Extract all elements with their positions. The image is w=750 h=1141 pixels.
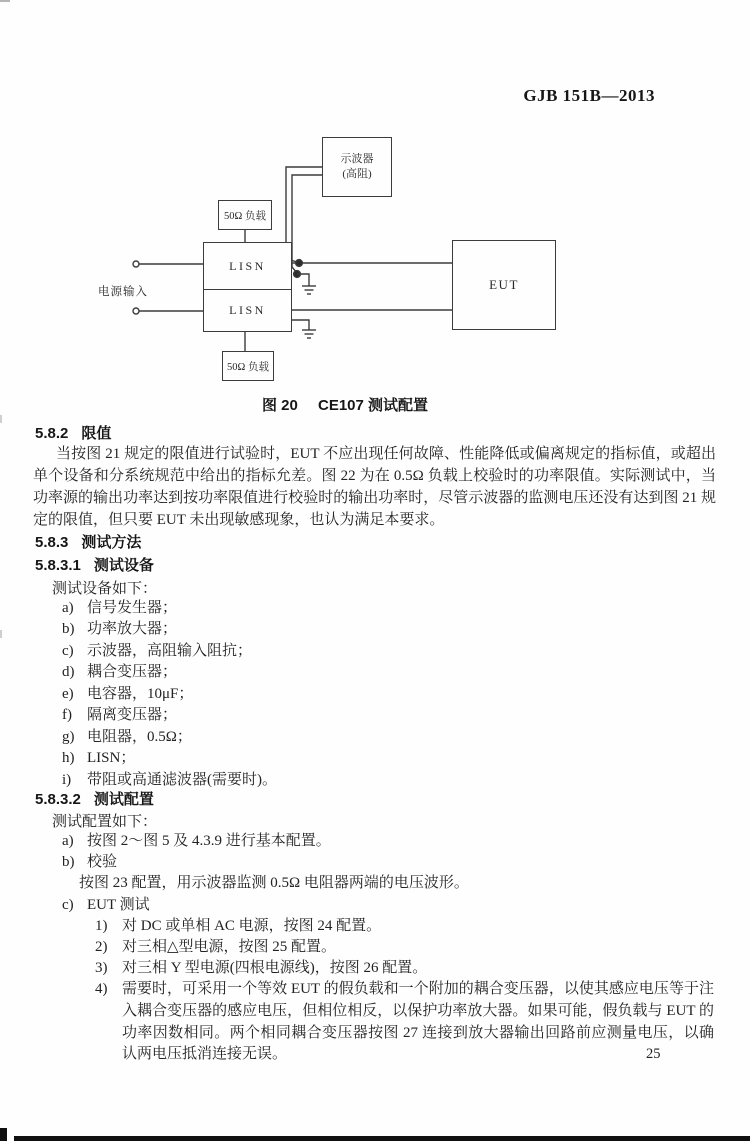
list-item [0,727,750,748]
list-text: 对三相△型电源，按图 25 配置。 [122,939,337,955]
oscilloscope-label-line1: 示波器 [340,153,374,165]
list-item [0,641,750,662]
section-title: 测试方法 [81,534,142,551]
load-50ohm-top-box [218,200,272,230]
sub-list-item [0,916,750,937]
oscilloscope-box [322,137,392,197]
list-text: 需要时，可采用一个等效 EUT 的假负载和一个附加的耦合变压器，以使其感应电压等于注入耦合变压器的感应电压，但相位相反，以保护功率放大器。如果可能，假负载与 EUT 的功率因数相同。两个相同耦合变压器按图 27 连接到放大器输出回路前应测量电压，以确认两电压抵消连接无误。 [122,981,714,1063]
section-5-8-2-paragraph: 当按图 21 规定的限值进行试验时，EUT 不应出现任何故障、性能降低或偏离规定的指标值，或超出单个设备和分系统规范中给出的指标允差。图 22 为在 0.5Ω 负载上校验时的功率限值。实际测试中，当功率源的输出功率达到按功率限值进行校验时的输出功率时，尽管示波器的监测电压还没有达到图 21 规定的限值，但只要 EUT 未出现敏感现象，也认为满足本要求。 [33,446,716,528]
load-50ohm-top-label: 50Ω 负载 [224,210,266,222]
eut-test-sublist [0,916,750,1066]
list-marker: i) [62,771,72,788]
scan-artifact-bottom-bar [14,1136,750,1141]
list-item [0,662,750,683]
list-marker: d) [62,664,75,681]
list-marker: 3) [95,960,108,976]
list-item [0,852,750,873]
config-intro: 测试配置如下： [52,814,158,830]
list-item [0,831,750,852]
document-number: GJB 151B—2013 [523,86,655,105]
list-text: 校验 [87,854,118,870]
list-item [0,619,750,640]
list-text: 隔离变压器； [87,707,178,724]
power-terminal-bottom [133,308,139,314]
list-text: 对三相 Y 型电源(四根电源线)，按图 26 配置。 [122,960,428,976]
section-number: 5.8.3.1 [35,557,81,574]
list-text: 电容器，10μF； [87,685,194,702]
lisn-box [203,242,292,332]
list-text: 按图 2～图 5 及 4.3.9 进行基本配置。 [87,833,331,849]
list-marker: b) [62,621,75,638]
list-marker: g) [62,728,75,745]
section-5-8-2-heading [35,422,111,443]
list-marker: c) [62,897,74,913]
power-input-label: 电源输入 [98,286,148,298]
list-marker: e) [62,685,74,702]
ground-symbol-bottom [302,330,316,338]
lisn-bottom-cell [204,290,291,331]
section-5-8-3-heading [35,531,141,552]
list-marker: 4) [95,981,108,997]
figure-20-diagram [0,0,750,420]
ground-symbol-top [302,286,316,294]
list-text: 功率放大器； [87,621,178,638]
oscilloscope-probe-line-2 [292,175,322,273]
list-marker: a) [62,600,74,616]
section-5-8-3-1-heading [35,554,154,575]
list-marker: b) [62,854,75,870]
list-text: 电阻器，0.5Ω； [87,728,192,745]
load-50ohm-bottom-box [222,351,274,381]
lisn-top-label: LISN [229,258,266,273]
equipment-list [0,598,750,791]
list-item [0,684,750,705]
list-item [0,895,750,916]
figure-caption-number: 图 20 [261,397,298,414]
list-text: 示波器，高阻输入阻抗； [87,642,253,659]
sub-list-item [0,958,750,979]
figure-caption [0,394,690,415]
lisn-top-cell [204,243,291,290]
list-text: 对 DC 或单相 AC 电源，按图 24 配置。 [122,918,382,934]
list-marker: c) [62,642,74,659]
scan-artifact-left-tick [0,630,2,638]
section-number: 5.8.3 [35,534,69,551]
list-marker: h) [62,750,75,767]
list-text: EUT 测试 [87,897,150,913]
list-marker: a) [62,833,74,849]
section-title: 限值 [81,425,112,442]
lisn-bottom-label: LISN [229,303,266,317]
sub-list-item [0,937,750,958]
load-50ohm-bottom-label: 50Ω 负载 [227,361,269,373]
section-5-8-3-2-heading [35,788,154,809]
scan-artifact-top-tick [0,0,10,2]
diagram-wires [0,0,750,420]
list-item-continuation: 按图 23 配置，用示波器监测 0.5Ω 电阻器两端的电压波形。 [79,875,469,891]
list-item [0,705,750,726]
list-item [0,598,750,619]
scan-artifact-corner-blob [0,1128,7,1141]
scan-artifact-left-tick [0,415,2,423]
eut-label: EUT [489,277,519,292]
sub-list-item [0,979,750,1066]
list-item [0,748,750,769]
oscilloscope-label-line2: (高阻) [342,168,372,180]
list-text: 带阻或高通滤波器(需要时)。 [87,771,277,788]
section-number: 5.8.2 [35,425,69,442]
list-marker: f) [62,707,72,724]
list-marker: 1) [95,918,108,934]
section-title: 测试配置 [93,791,154,808]
equipment-intro: 测试设备如下： [52,581,158,597]
junction-dot-1 [296,260,303,267]
list-text: 耦合变压器； [87,664,178,681]
list-text: 信号发生器； [87,600,178,616]
list-text: LISN； [87,750,136,767]
list-marker: 2) [95,939,108,955]
section-number: 5.8.3.2 [35,791,81,808]
section-title: 测试设备 [93,557,154,574]
power-terminal-top [133,261,139,267]
figure-caption-title: CE107 测试配置 [317,397,429,414]
eut-box [452,240,556,330]
page-number: 25 [646,1046,661,1062]
